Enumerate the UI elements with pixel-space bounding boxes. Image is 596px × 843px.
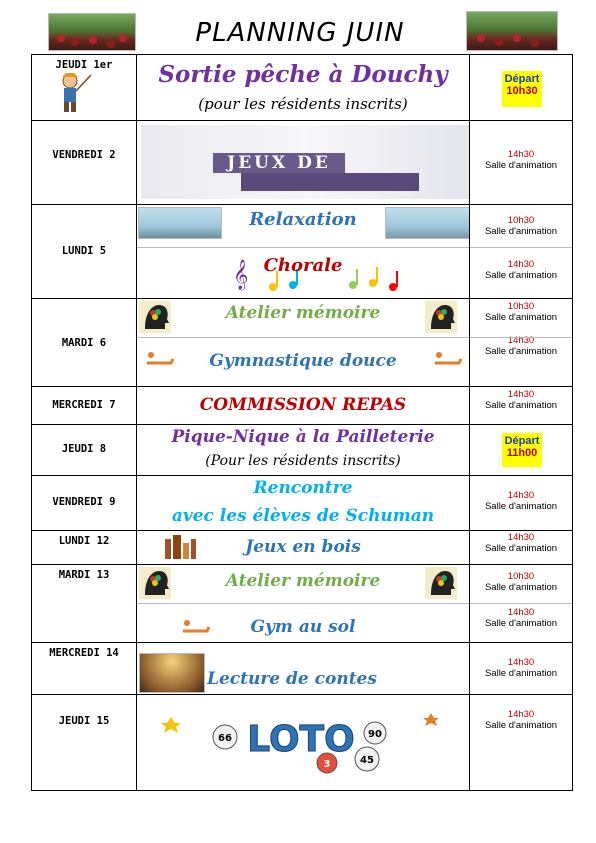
day-cell bbox=[32, 476, 137, 531]
time-label-b: 14h30 bbox=[507, 607, 535, 618]
room-label: Salle d'animation bbox=[484, 400, 558, 411]
table-row bbox=[32, 205, 573, 299]
activity-note: (Pour les résidents inscrits) bbox=[205, 453, 401, 469]
room-label-b: Salle d'animation bbox=[484, 618, 558, 629]
activity-cell bbox=[137, 55, 470, 121]
activity-cell bbox=[137, 695, 470, 791]
activity-cell bbox=[137, 425, 470, 476]
time-cell bbox=[470, 565, 573, 643]
room-label: Salle d'animation bbox=[484, 720, 558, 731]
depart-badge bbox=[502, 71, 542, 107]
day-label: LUNDI 5 bbox=[61, 245, 107, 257]
coffee-photo-right bbox=[466, 11, 558, 51]
coffee-photo-left bbox=[48, 13, 136, 51]
table-row bbox=[32, 387, 573, 425]
brain-head-icon bbox=[425, 301, 457, 333]
day-cell bbox=[32, 643, 137, 695]
activity-cell bbox=[137, 299, 470, 387]
day-label: MARDI 6 bbox=[61, 337, 107, 349]
day-cell bbox=[32, 387, 137, 425]
time-cell bbox=[470, 695, 573, 791]
day-cell bbox=[32, 205, 137, 299]
time-cell bbox=[470, 425, 573, 476]
time-cell bbox=[470, 531, 573, 565]
activity-cell bbox=[137, 565, 470, 643]
day-cell bbox=[32, 425, 137, 476]
svg-text:90: 90 bbox=[368, 729, 382, 740]
activity-title: Jeux en bois bbox=[245, 537, 361, 557]
day-label: VENDREDI 9 bbox=[52, 496, 116, 508]
room-label-a: Salle d'animation bbox=[484, 312, 558, 323]
activity-title-a: Atelier mémoire bbox=[225, 303, 381, 323]
activity-cell bbox=[137, 643, 470, 695]
day-label: JEUDI 8 bbox=[61, 443, 107, 455]
exercise-icon bbox=[433, 349, 463, 367]
activity-title: Pique-Nique à la Pailleterie bbox=[171, 427, 435, 447]
brain-head-icon bbox=[425, 567, 457, 599]
room-label-b: Salle d'animation bbox=[484, 270, 558, 281]
page-title: PLANNING JUIN bbox=[195, 18, 405, 48]
activity-cell bbox=[137, 531, 470, 565]
depart-time: 11h00 bbox=[506, 447, 538, 459]
depart-label: Départ bbox=[504, 73, 540, 85]
room-label: Salle d'animation bbox=[484, 160, 558, 171]
time-label-b: 14h30 bbox=[507, 259, 535, 270]
table-row bbox=[32, 476, 573, 531]
jeux-de-mots-logo: JEUX DE bbox=[141, 125, 470, 199]
activity-title-a: Atelier mémoire bbox=[225, 571, 381, 591]
time-cell bbox=[470, 205, 573, 299]
time-cell bbox=[470, 121, 573, 205]
day-label: LUNDI 12 bbox=[58, 535, 110, 547]
table-row bbox=[32, 643, 573, 695]
time-label: 14h30 bbox=[507, 532, 535, 543]
time-cell bbox=[470, 55, 573, 121]
day-label: MERCREDI 7 bbox=[52, 399, 116, 411]
time-cell bbox=[470, 299, 573, 387]
room-label: Salle d'animation bbox=[484, 501, 558, 512]
loto-logo bbox=[151, 703, 457, 779]
depart-label: Départ bbox=[504, 435, 540, 447]
activity-title-b: Gymnastique douce bbox=[209, 351, 397, 371]
room-label: Salle d'animation bbox=[484, 668, 558, 679]
table-row bbox=[32, 695, 573, 791]
svg-text:𝄞: 𝄞 bbox=[233, 260, 249, 290]
activity-cell bbox=[137, 205, 470, 299]
table-row bbox=[32, 299, 573, 387]
day-cell bbox=[32, 565, 137, 643]
svg-text:66: 66 bbox=[218, 733, 232, 744]
activity-cell bbox=[137, 121, 470, 205]
activity-title-b: Gym au sol bbox=[250, 617, 356, 637]
day-label: JEUDI 15 bbox=[58, 715, 110, 727]
planning-table bbox=[31, 54, 573, 791]
svg-text:45: 45 bbox=[360, 755, 374, 766]
time-label-a: 10h30 bbox=[507, 571, 535, 582]
day-label: MERCREDI 14 bbox=[49, 647, 119, 659]
time-cell bbox=[470, 643, 573, 695]
activity-title-a: Relaxation bbox=[249, 209, 357, 230]
room-label-a: Salle d'animation bbox=[484, 582, 558, 593]
room-label-b: Salle d'animation bbox=[484, 346, 558, 357]
activity-title-b: Chorale bbox=[263, 255, 343, 276]
activity-note: (pour les résidents inscrits) bbox=[198, 95, 408, 113]
activity-title: COMMISSION REPAS bbox=[199, 395, 407, 415]
time-label: 14h30 bbox=[507, 709, 535, 720]
time-label: 14h30 bbox=[507, 389, 535, 400]
room-label: Salle d'animation bbox=[484, 543, 558, 554]
relaxation-photo-right bbox=[385, 207, 470, 239]
depart-time: 10h30 bbox=[506, 85, 538, 97]
room-label-a: Salle d'animation bbox=[484, 226, 558, 237]
activity-title: Lecture de contes bbox=[207, 669, 377, 689]
day-cell bbox=[32, 121, 137, 205]
table-row bbox=[32, 55, 573, 121]
day-cell bbox=[32, 299, 137, 387]
time-cell bbox=[470, 387, 573, 425]
table-row bbox=[32, 531, 573, 565]
activity-title-line1: Rencontre bbox=[253, 478, 353, 498]
time-label-b: 14h30 bbox=[507, 335, 535, 346]
svg-text:3: 3 bbox=[323, 759, 331, 770]
svg-text:LOTO: LOTO bbox=[247, 719, 355, 760]
time-label-a: 10h30 bbox=[507, 301, 535, 312]
table-row bbox=[32, 121, 573, 205]
day-label: MARDI 13 bbox=[58, 569, 110, 581]
depart-badge bbox=[502, 433, 542, 467]
time-label: 14h30 bbox=[507, 657, 535, 668]
day-label: VENDREDI 2 bbox=[52, 149, 116, 161]
time-label-a: 10h30 bbox=[507, 215, 535, 226]
activity-title: Sortie pêche à Douchy bbox=[158, 61, 448, 88]
day-cell bbox=[32, 531, 137, 565]
day-label: JEUDI 1er bbox=[55, 59, 113, 71]
time-label: 14h30 bbox=[507, 149, 535, 160]
activity-title-line2: avec les élèves de Schuman bbox=[171, 506, 435, 526]
time-label: 14h30 bbox=[507, 490, 535, 501]
time-cell bbox=[470, 476, 573, 531]
day-cell bbox=[32, 695, 137, 791]
day-cell bbox=[32, 55, 137, 121]
activity-cell bbox=[137, 387, 470, 425]
fisherman-icon bbox=[52, 71, 92, 115]
table-row bbox=[32, 565, 573, 643]
table-row bbox=[32, 425, 573, 476]
activity-cell bbox=[137, 476, 470, 531]
